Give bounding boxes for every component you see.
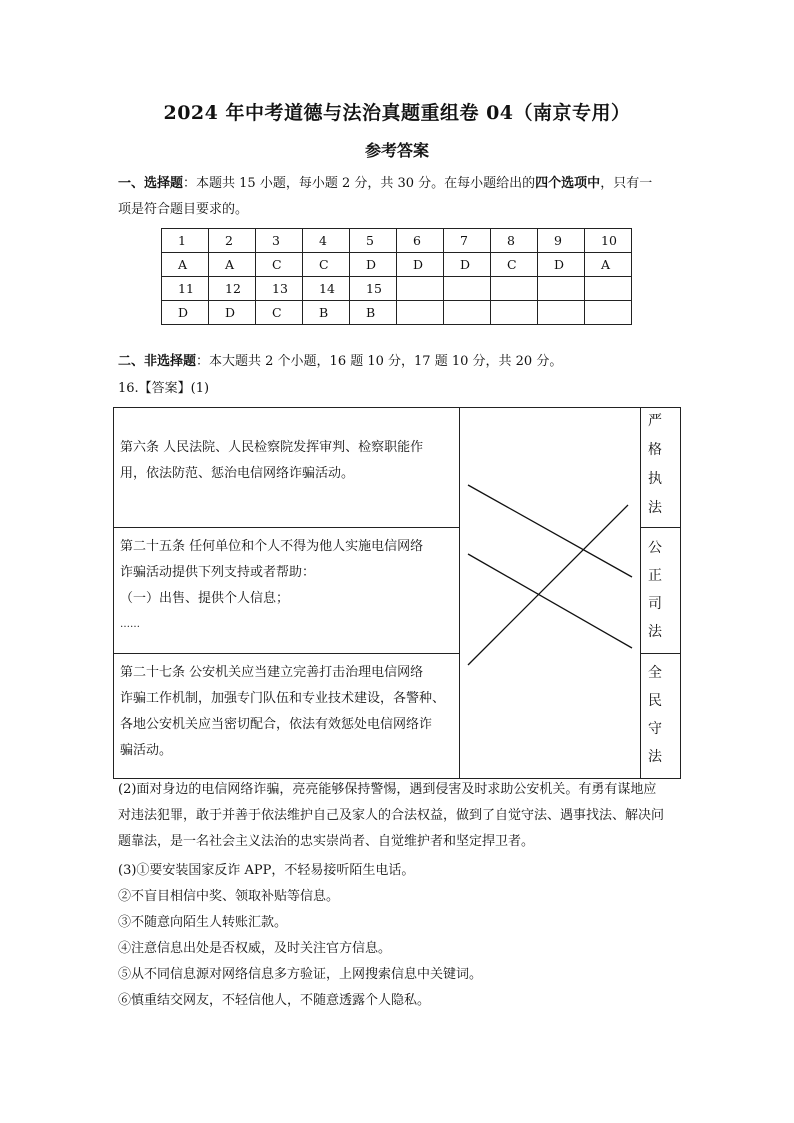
answer-table-cell: C <box>256 301 303 325</box>
section-2-text: ：本大题共 2 个小题，16 题 10 分，17 题 10 分，共 20 分。 <box>196 354 563 369</box>
answer-part-3 <box>118 858 482 1014</box>
match-line-article-25 <box>468 554 632 648</box>
section-2-label: 二、非选择题 <box>118 354 197 369</box>
answer-table-cell <box>444 277 491 301</box>
section-2-instructions <box>118 349 680 375</box>
answer-table-cell: D <box>209 301 256 325</box>
answer-table-cell: 1 <box>162 229 209 253</box>
answer-table-cell: D <box>444 253 491 277</box>
answer-table-cell: 8 <box>491 229 538 253</box>
answer-table-cell: D <box>162 301 209 325</box>
answer-table-cell <box>585 301 632 325</box>
article-6-line: 第六条 人民法院、人民检察院发挥审判、检察职能作 <box>120 440 424 455</box>
answer-table-row <box>162 277 632 301</box>
match-line-article-27 <box>468 505 628 665</box>
page-title: 2024 年中考道德与法治真题重组卷 04（南京专用） <box>163 102 631 124</box>
answer-3-item: ⑤从不同信息源对网络信息多方验证，上网搜索信息中关键词。 <box>118 967 483 982</box>
matching-diagram <box>113 407 681 779</box>
vertical-char: 司 <box>648 596 662 612</box>
answer-table-cell: 5 <box>350 229 397 253</box>
vertical-char: 民 <box>648 693 662 709</box>
section-1-instructions <box>118 171 680 223</box>
answer-table-cell: C <box>256 253 303 277</box>
answer-table-cell: 9 <box>538 229 585 253</box>
vertical-char: 法 <box>648 624 662 640</box>
article-27-line: 各地公安机关应当密切配合，依法有效惩处电信网络诈 <box>120 717 433 732</box>
law-abiding-all-cell <box>641 654 680 778</box>
answer-table-cell: 10 <box>585 229 632 253</box>
article-25-cell <box>114 528 459 654</box>
answer-table-cell: 15 <box>350 277 397 301</box>
answer-table <box>161 228 632 325</box>
answer-table-cell: D <box>538 253 585 277</box>
answer-2-line: 题靠法，是一名社会主义法治的忠实崇尚者、自觉维护者和坚定捍卫者。 <box>118 834 535 849</box>
article-6-cell <box>114 408 459 528</box>
vertical-char: 格 <box>648 442 662 458</box>
article-27-cell <box>114 654 459 779</box>
answer-table-cell: B <box>303 301 350 325</box>
answer-2-line: 对违法犯罪，敢于并善于依法维护自己及家人的合法权益，做到了自觉守法、遇事找法、解决问 <box>118 808 665 823</box>
vertical-char: 公 <box>648 540 662 556</box>
matching-lines <box>460 407 640 779</box>
strict-law-enforcement-cell <box>641 408 680 528</box>
answer-table-cell: D <box>350 253 397 277</box>
vertical-char: 严 <box>648 413 662 429</box>
article-6-line: 用，依法防范、惩治电信网络诈骗活动。 <box>120 466 355 481</box>
matching-right-column <box>640 407 681 779</box>
answer-table-cell: A <box>209 253 256 277</box>
answer-table-cell: 12 <box>209 277 256 301</box>
answer-table-cell: 4 <box>303 229 350 253</box>
article-27-line: 诈骗工作机制，加强专门队伍和专业技术建设，各警种、 <box>120 691 446 706</box>
article-25-line: （一）出售、提供个人信息； <box>120 591 290 606</box>
answer-3-item: ④注意信息出处是否权威，及时关注官方信息。 <box>118 941 392 956</box>
vertical-char: 执 <box>648 471 662 487</box>
answer-table-cell: A <box>585 253 632 277</box>
answer-table-cell: 3 <box>256 229 303 253</box>
impartial-justice-cell <box>641 528 680 654</box>
matching-left-column <box>113 407 460 779</box>
answer-table-cell: 6 <box>397 229 444 253</box>
section-1-text: ：本题共 15 小题，每小题 2 分，共 30 分。在每小题给出的 <box>183 176 536 191</box>
answer-3-item: ②不盲目相信中奖、领取补贴等信息。 <box>118 889 340 904</box>
answer-2-line: (2)面对身边的电信网络诈骗，亮亮能够保持警惕，遇到侵害及时求助公安机关。有勇有谋地应 <box>118 782 657 797</box>
answer-table-cell <box>397 277 444 301</box>
vertical-char: 守 <box>648 721 662 737</box>
answer-3-item: ③不随意向陌生人转账汇款。 <box>118 915 288 930</box>
answer-table-row <box>162 301 632 325</box>
vertical-char: 正 <box>648 568 662 584</box>
match-line-article-6 <box>468 485 632 577</box>
answer-table-cell: B <box>350 301 397 325</box>
section-1-text-end: ，只有一 <box>600 176 653 191</box>
article-25-line: 第二十五条 任何单位和个人不得为他人实施电信网络 <box>120 539 424 554</box>
answer-table-cell <box>491 277 538 301</box>
answer-table-cell: D <box>397 253 444 277</box>
page-subtitle: 参考答案 <box>364 141 429 160</box>
article-25-line: 诈骗活动提供下列支持或者帮助： <box>120 565 316 580</box>
answer-table-cell <box>444 301 491 325</box>
answer-table-cell: C <box>491 253 538 277</box>
answer-table-row <box>162 229 632 253</box>
section-1-line2: 项是符合题目要求的。 <box>118 202 249 217</box>
answer-table-row <box>162 253 632 277</box>
answer-table-cell <box>397 301 444 325</box>
vertical-char: 全 <box>648 665 662 681</box>
answer-table-cell <box>585 277 632 301</box>
answer-table-cell: A <box>162 253 209 277</box>
answer-table-cell: 2 <box>209 229 256 253</box>
article-27-line: 第二十七条 公安机关应当建立完善打击治理电信网络 <box>120 665 424 680</box>
article-25-line: …… <box>120 619 140 630</box>
answer-table-cell <box>491 301 538 325</box>
answer-table-cell: 7 <box>444 229 491 253</box>
answer-table-cell: 11 <box>162 277 209 301</box>
section-1-label: 一、选择题 <box>118 176 184 191</box>
answer-table-cell: 13 <box>256 277 303 301</box>
vertical-char: 法 <box>648 749 662 765</box>
question-16-label: 16.【答案】(1) <box>118 381 210 396</box>
answer-table-cell <box>538 301 585 325</box>
answer-table-cell <box>538 277 585 301</box>
section-1-bold: 四个选项中 <box>535 176 601 191</box>
vertical-char: 法 <box>648 500 662 516</box>
answer-3-item: ⑥慎重结交网友，不轻信他人，不随意透露个人隐私。 <box>118 993 431 1008</box>
answer-table-cell: 14 <box>303 277 350 301</box>
answer-3-item: (3)①要安装国家反诈 APP，不轻易接听陌生电话。 <box>118 863 415 878</box>
article-27-line: 骗活动。 <box>120 743 173 758</box>
answer-part-2 <box>118 777 680 855</box>
answer-table-cell: C <box>303 253 350 277</box>
